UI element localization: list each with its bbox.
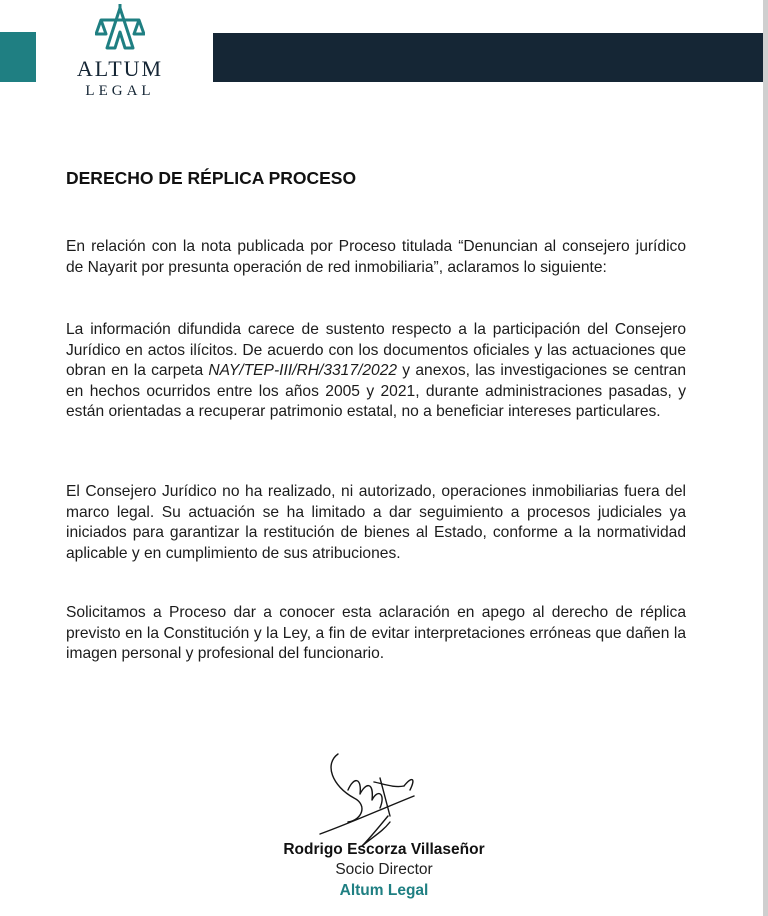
logo-wordmark: ALTUM <box>76 56 164 81</box>
paragraph-1 <box>66 237 686 278</box>
paragraph-2-text-start: La información difundida carece de sustento respecto a la participación del Consejero Jurídico en actos ilícitos. De acuerdo con los documentos oficiales y las actuaciones que obran en la carpeta <box>66 321 686 379</box>
scales-of-justice-icon <box>95 4 145 52</box>
paragraph-3 <box>66 482 686 564</box>
document-title: DERECHO DE RÉPLICA PROCESO <box>66 168 357 188</box>
paragraph-3-text: El Consejero Jurídico no ha realizado, ni autorizado, operaciones inmobiliarias fuera del marco legal. Su actuación se ha limitado a dar seguimiento a procesos judiciales ya iniciados para garantizar la restitución de bienes al Estado, conforme a la normatividad aplicable y en cumplimiento de sus atribuciones. <box>66 483 686 562</box>
altum-legal-logo <box>64 4 176 108</box>
signatory-company: Altum Legal <box>339 882 429 899</box>
signatory-name: Rodrigo Escorza Villaseñor <box>283 841 485 858</box>
paragraph-2 <box>66 320 686 423</box>
handwritten-signature <box>318 742 458 852</box>
signature-block <box>234 840 534 902</box>
case-file-reference: NAY/TEP-III/RH/3317/2022 <box>208 362 398 379</box>
paragraph-1-text: En relación con la nota publicada por Proceso titulada “Denuncian al consejero jurídico de Nayarit por presunta operación de red inmobiliaria”, aclaramos lo siguiente: <box>66 238 686 276</box>
signatory-role: Socio Director <box>335 861 433 878</box>
paragraph-4 <box>66 603 686 665</box>
page-edge <box>763 0 768 916</box>
logo-subtitle: LEGAL <box>85 83 155 99</box>
header-teal-accent <box>0 32 36 82</box>
header-navy-bar <box>213 33 763 82</box>
paragraph-2-text-end: y anexos, las investigaciones se centran en hechos ocurridos entre los años 2005 y 2021, durante administraciones pasadas, y están orientadas a recuperar patrimonio estatal, no a beneficiar intereses particulares. <box>66 362 686 420</box>
paragraph-4-text: Solicitamos a Proceso dar a conocer esta aclaración en apego al derecho de réplica previsto en la Constitución y la Ley, a fin de evitar interpretaciones erróneas que dañen la imagen personal y profesional del funcionario. <box>66 604 686 662</box>
